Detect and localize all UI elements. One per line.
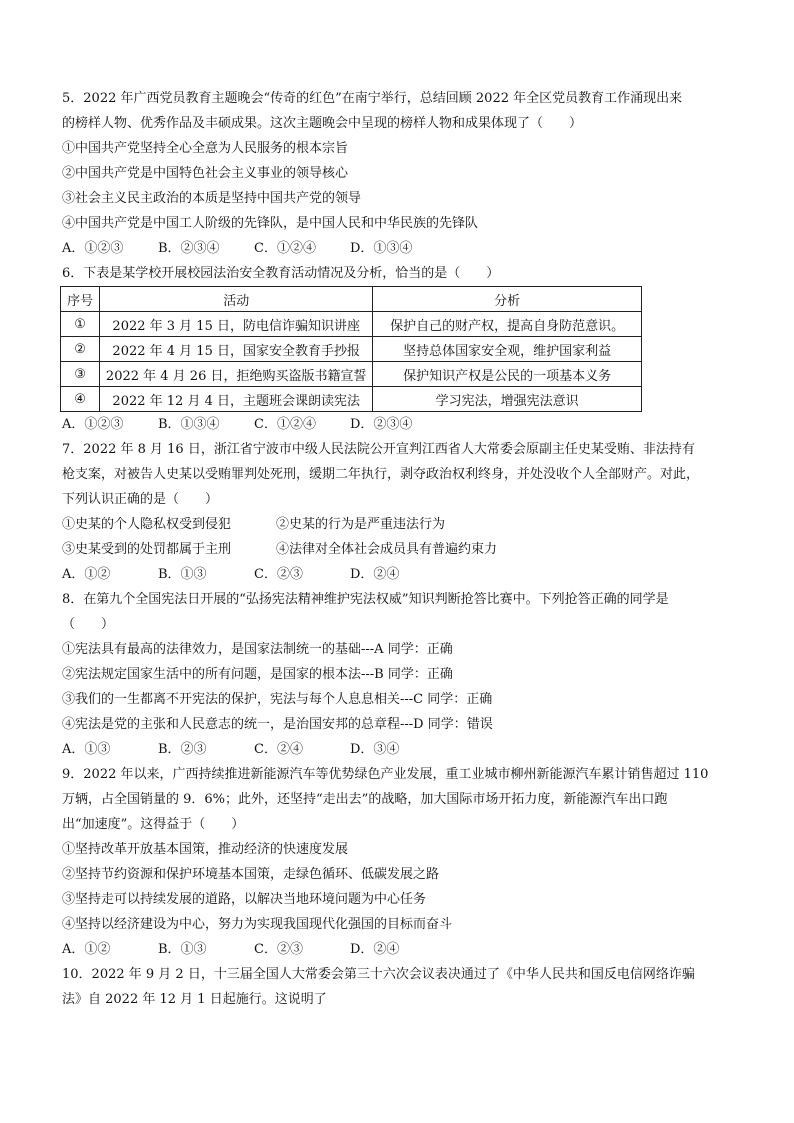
statement-item: ③坚持走可以持续发展的道路，以解决当地环境问题为中心任务 <box>62 892 427 907</box>
answer-options <box>62 937 742 962</box>
question-stem: 出“加速度”。这得益于（ ） <box>62 817 245 832</box>
cell-analysis: 保护知识产权是公民的一项基本义务 <box>373 362 642 387</box>
statement-item: ②宪法规定国家生活中的所有问题，是国家的根本法---B 同学：正确 <box>62 667 453 682</box>
option-b: B．①③ <box>158 567 207 582</box>
cell-analysis: 坚持总体国家安全观，维护国家利益 <box>373 337 642 362</box>
statement-item: ③社会主义民主政治的本质是坚持中国共产党的领导 <box>62 191 362 206</box>
question-8 <box>62 587 742 762</box>
option-a: A．①② <box>62 567 111 582</box>
statement-item: ②史某的行为是严重违法行为 <box>276 517 446 532</box>
statement-item: ②坚持节约资源和保护环境基本国策，走绿色循环、低碳发展之路 <box>62 867 440 882</box>
table-header-row <box>61 287 642 312</box>
cell-index: ④ <box>61 387 100 412</box>
cell-analysis: 学习宪法，增强宪法意识 <box>373 387 642 412</box>
option-d: D．②④ <box>350 942 400 957</box>
header-activity: 活动 <box>100 287 373 312</box>
option-b: B．①③④ <box>158 417 220 432</box>
table-row <box>61 337 642 362</box>
question-stem: 8．在第九个全国宪法日开展的“弘扬宪法精神维护宪法权威”知识判断抢答比赛中。下列抢答正确的同学是 <box>62 592 669 607</box>
activity-table <box>60 286 642 412</box>
statement-item: ④坚持以经济建设为中心，努力为实现我国现代化强国的目标而奋斗 <box>62 917 453 932</box>
option-c: C．②③ <box>254 567 303 582</box>
statement-item: ②中国共产党是中国特色社会主义事业的领导核心 <box>62 166 349 181</box>
question-9 <box>62 762 742 962</box>
option-d: D．②③④ <box>350 417 413 432</box>
option-b: B．①③ <box>158 942 207 957</box>
option-a: A．①②③ <box>62 417 124 432</box>
question-stem: 5．2022 年广西党员教育主题晚会“传奇的红色”在南宁举行，总结回顾 2022 年全区党员教育工作涌现出来 <box>62 91 683 106</box>
question-5 <box>62 86 742 261</box>
cell-index: ① <box>61 312 100 337</box>
question-stem: 下列认识正确的是（ ） <box>62 492 219 507</box>
question-stem: 枪支案，对被告人史某以受贿罪判处死刑，缓期二年执行，剥夺政治权利终身，并处没收个人全部财产。对此， <box>62 467 700 482</box>
statement-row <box>62 512 742 537</box>
cell-activity: 2022 年 3 月 15 日，防电信诈骗知识讲座 <box>100 312 373 337</box>
table-row <box>61 387 642 412</box>
statement-item: ①中国共产党坚持全心全意为人民服务的根本宗旨 <box>62 141 349 156</box>
cell-activity: 2022 年 12 月 4 日，主题班会课朗读宪法 <box>100 387 373 412</box>
answer-options <box>62 236 742 261</box>
question-stem: （ ） <box>62 617 115 632</box>
option-a: A．①③ <box>62 742 111 757</box>
table-row <box>61 362 642 387</box>
option-c: C．②③ <box>254 942 303 957</box>
header-analysis: 分析 <box>373 287 642 312</box>
statement-item: ③我们的一生都离不开宪法的保护，宪法与每个人息息相关---C 同学：正确 <box>62 692 493 707</box>
header-index: 序号 <box>61 287 100 312</box>
question-stem: 万辆，占全国销量的 9．6%；此外，还坚持“走出去”的战略，加大国际市场开拓力度，新能源汽车出口跑 <box>62 792 668 807</box>
question-stem: 6．下表是某学校开展校园法治安全教育活动情况及分析，恰当的是（ ） <box>62 266 500 281</box>
statement-item: ④中国共产党是中国工人阶级的先锋队，是中国人民和中华民族的先锋队 <box>62 216 479 231</box>
answer-options <box>62 562 742 587</box>
option-b: B．②③④ <box>158 241 220 256</box>
cell-analysis: 保护自己的财产权，提高自身防范意识。 <box>373 312 642 337</box>
question-stem: 7．2022 年 8 月 16 日，浙江省宁波市中级人民法院公开宣判江西省人大常委会原副主任史某受贿、非法持有 <box>62 442 695 457</box>
question-6 <box>62 261 742 437</box>
option-b: B．②③ <box>158 742 207 757</box>
table-row <box>61 312 642 337</box>
cell-activity: 2022 年 4 月 15 日，国家安全教育手抄报 <box>100 337 373 362</box>
exam-page <box>62 86 742 1012</box>
answer-options <box>62 412 742 437</box>
statement-item: ①宪法具有最高的法律效力，是国家法制统一的基础---A 同学：正确 <box>62 642 453 657</box>
statement-item: ①坚持改革开放基本国策，推动经济的快速度发展 <box>62 842 349 857</box>
question-stem: 的榜样人物、优秀作品及丰硕成果。这次主题晚会中呈现的榜样人物和成果体现了（ ） <box>62 116 583 131</box>
statement-item: ④法律对全体社会成员具有普遍约束力 <box>276 542 498 557</box>
question-stem: 法》自 2022 年 12 月 1 日起施行。这说明了 <box>62 992 327 1007</box>
option-c: C．①②④ <box>254 417 316 432</box>
question-stem: 10．2022 年 9 月 2 日，十三届全国人大常委会第三十六次会议表决通过了《中华人民共和国反电信网络诈骗 <box>62 967 695 982</box>
option-d: D．②④ <box>350 567 400 582</box>
statement-item: ③史某受到的处罚都属于主刑 <box>62 542 232 557</box>
cell-index: ③ <box>61 362 100 387</box>
question-7 <box>62 437 742 587</box>
question-stem: 9．2022 年以来，广西持续推进新能源汽车等优势绿色产业发展，重工业城市柳州新能源汽车累计销售超过 110 <box>62 767 709 782</box>
option-c: C．②④ <box>254 742 303 757</box>
option-d: D．①③④ <box>350 241 413 256</box>
option-c: C．①②④ <box>254 241 316 256</box>
statement-row <box>62 537 742 562</box>
cell-index: ② <box>61 337 100 362</box>
option-a: A．①② <box>62 942 111 957</box>
answer-options <box>62 737 742 762</box>
statement-item: ④宪法是党的主张和人民意志的统一，是治国安邦的总章程---D 同学：错误 <box>62 717 493 732</box>
option-a: A．①②③ <box>62 241 124 256</box>
question-10 <box>62 962 742 1012</box>
cell-activity: 2022 年 4 月 26 日，拒绝购买盗版书籍宣誓 <box>100 362 373 387</box>
option-d: D．③④ <box>350 742 400 757</box>
statement-item: ①史某的个人隐私权受到侵犯 <box>62 517 232 532</box>
